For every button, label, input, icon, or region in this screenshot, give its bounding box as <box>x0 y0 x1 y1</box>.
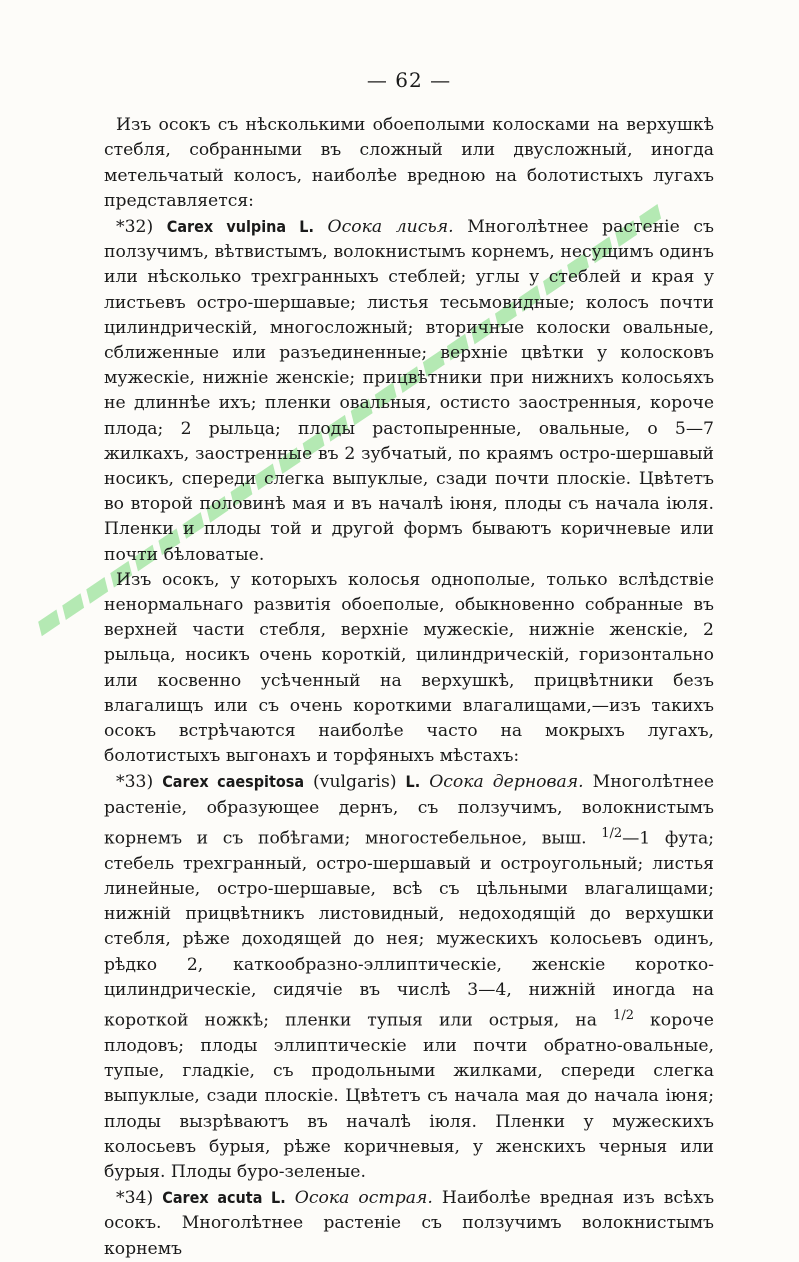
fraction: 1/2 <box>601 825 623 841</box>
page <box>104 68 714 1262</box>
latin-name: Carex caespitosa <box>162 772 305 792</box>
description-a: Многолѣтнее растеніе, образующее дернъ, съ ползучимъ, волокнистымъ корнемъ и съ побѣгами; многостебельное, выш. <box>104 772 714 849</box>
fraction: 1/2 <box>613 1008 634 1024</box>
description-b: —1 фута; стебель трехгранный, остро-шершавый и остроугольный; листья линейные, остро-шершавые, всѣ съ цѣльными влагалищами; нижній прицвѣтникъ листовидный, недоходящій до верхушки стебля, рѣже доходящей до нея; мужескихъ колосьевъ одинъ, рѣдко 2, каткообразно-эллиптическіе, женскіе коротко-цилиндрическіе, сидячіе въ числѣ 3—4, нижній иногда на короткой ножкѣ; пленки тупыя или острыя, на <box>104 828 714 1031</box>
page-number: — 62 — <box>366 68 452 92</box>
description-c: короче плодовъ; плоды эллиптическіе или почти обратно-овальные, тупые, гладкіе, съ продольными жилками, спереди слегка выпуклые, сзади плоскіе. Цвѣтетъ съ начала мая до начала іюня; плоды вызрѣваютъ въ началѣ іюля. Пленки у мужескихъ колосьевъ бурыя, рѣже коричневыя, у женскихъ черныя или бурыя. Плоды буро-зеленые. <box>104 1010 714 1182</box>
entry-number: *33) <box>116 772 163 793</box>
latin-name: Carex vulpina L. <box>166 217 314 237</box>
paragraph-unisexual: Изъ осокъ, у которыхъ колосья однополые, только вслѣдствіе ненормальнаго развитія обоеполые, обыкновенно собранные въ верхней части стебля, верхніе мужескіе, нижніе женскіе, 2 рыльца, носикъ очень короткій, цилиндрическій, горизонтально или косвенно усѣченный на верхушкѣ, прицвѣтники безъ влагалищъ или съ очень короткими влагалищами,—изъ такихъ осокъ встрѣчаются наиболѣе часто на мокрыхъ лугахъ, болотистыхъ выгонахъ и торфяныхъ мѣстахъ: <box>104 569 714 767</box>
paragraph-carex-vulpina <box>104 214 714 568</box>
entry-number: *32) <box>116 217 167 238</box>
description: Наиболѣе вредная изъ всѣхъ осокъ. Многолѣтнее растеніе съ ползучимъ волокнистымъ корнемъ <box>104 1188 715 1259</box>
russian-name: Осока дерновая. <box>429 772 584 793</box>
author: L. <box>405 772 421 792</box>
russian-name: Осока лисья. <box>327 217 454 238</box>
russian-name: Осока острая. <box>294 1188 433 1209</box>
paragraph-carex-caespitosa <box>104 769 714 1185</box>
latin-name: Carex acuta L. <box>162 1188 286 1208</box>
entry-number: *34) <box>116 1188 163 1209</box>
description: Многолѣтнее растеніе съ ползучимъ, вѣтвистымъ, волокнистымъ корнемъ, несущимъ одинъ или нѣсколько трехгранныхъ стеблей; углы у стеблей и края у листьевъ остро-шершавые; листья тесьмовидные; колосъ почти цилиндрическій, многосложный; вторичные колоски овальные, сближенные или разъединенные; верхніе цвѣтки у колосковъ мужескіе, нижніе женскіе; прицвѣтники при нижнихъ колосьяхъ не длиннѣе ихъ; пленки овальныя, остисто заостренныя, короче плода; 2 рыльца; плоды растопыренные, овальные, о 5—7 жилкахъ, заостренные въ 2 зубчатый, по краямъ остро-шершавый носикъ, спереди слегка выпуклые, сзади почти плоскіе. Цвѣтетъ во второй половинѣ мая и въ началѣ іюня, плоды съ начала іюля. Пленки и плоды той и другой формъ бываютъ коричневые или почти бѣловатые. <box>104 217 714 565</box>
synonym: (vulgaris) <box>304 772 406 793</box>
paragraph-intro: Изъ осокъ съ нѣсколькими обоеполыми колосками на верхушкѣ стебля, собранными въ сложный или двусложный, иногда метельчатый колосъ, наиболѣе вредною на болотистыхъ лугахъ представляется: <box>104 115 714 211</box>
